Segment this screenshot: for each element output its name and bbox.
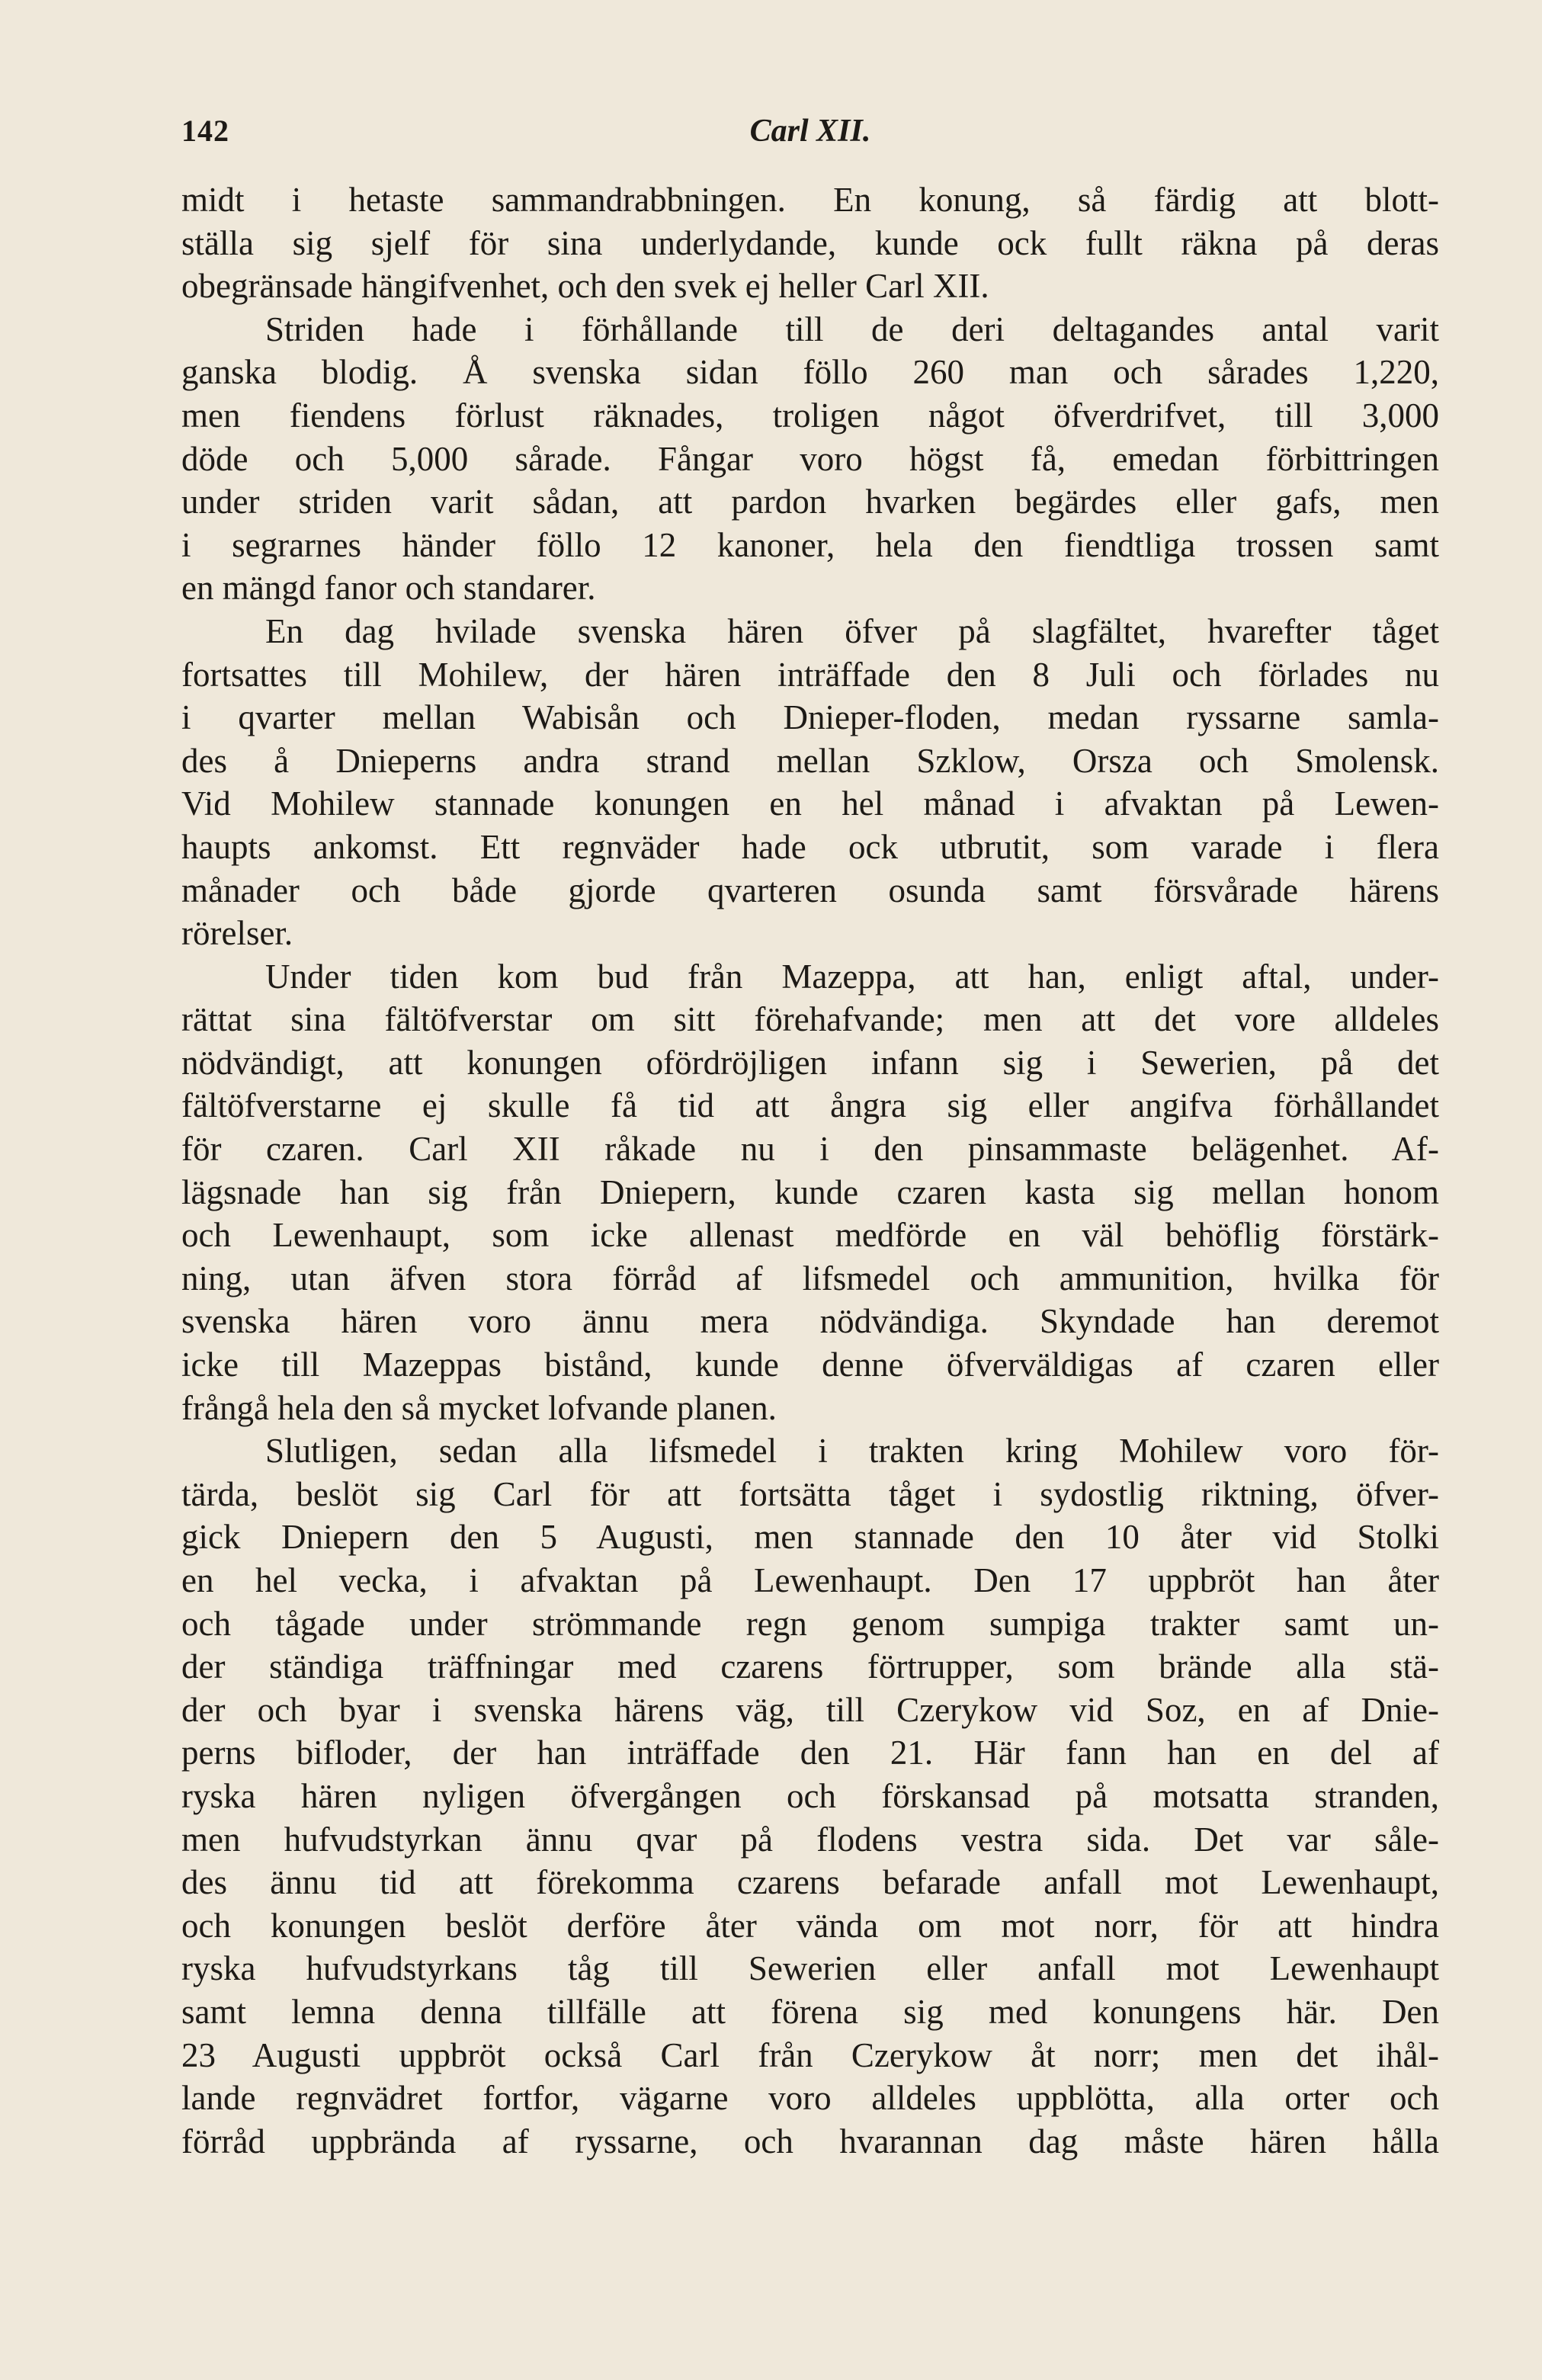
- body-text: [181, 178, 1439, 2163]
- text-line: månader och både gjorde qvarteren osunda samt försvårade härens: [181, 871, 1439, 909]
- text-line: under striden varit sådan, att pardon hvarken begärdes eller gafs, men: [181, 483, 1439, 521]
- text-line: men hufvudstyrkan ännu qvar på flodens vestra sida. Det var såle-: [181, 1820, 1439, 1859]
- text-line: lande regnvädret fortfor, vägarne voro alldeles uppblötta, alla orter och: [181, 2079, 1439, 2118]
- text-line: der ständiga träffningar med czarens förtrupper, som brände alla stä-: [181, 1647, 1439, 1686]
- text-line: samt lemna denna tillfälle att förena sig med konungens här. Den: [181, 1992, 1439, 2031]
- text-line: och tågade under strömmande regn genom sumpiga trakter samt un-: [181, 1604, 1439, 1643]
- text-line: midt i hetaste sammandrabbningen. En konung, så färdig att blott-: [181, 181, 1439, 219]
- text-line: haupts ankomst. Ett regnväder hade ock utbrutit, som varade i flera: [181, 827, 1439, 866]
- text-line: Vid Mohilew stannade konungen en hel månad i afvaktan på Lewen-: [181, 784, 1439, 823]
- text-line: en hel vecka, i afvaktan på Lewenhaupt. Den 17 uppbröt han åter: [181, 1561, 1439, 1599]
- text-line: tärda, beslöt sig Carl för att fortsätta tåget i sydostlig riktning, öfver-: [181, 1474, 1439, 1513]
- text-line: En dag hvilade svenska hären öfver på slagfältet, hvarefter tåget: [265, 611, 1439, 650]
- text-line: ryska hären nyligen öfvergången och förskansad på motsatta stranden,: [181, 1776, 1439, 1815]
- text-line: fältöfverstarne ej skulle få tid att ångra sig eller angifva förhållandet: [181, 1086, 1439, 1125]
- text-line: ning, utan äfven stora förråd af lifsmedel och ammunition, hvilka för: [181, 1259, 1439, 1297]
- text-line: der och byar i svenska härens väg, till Czerykow vid Soz, en af Dnie-: [181, 1690, 1439, 1729]
- text-line: des ännu tid att förekomma czarens befarade anfall mot Lewenhaupt,: [181, 1863, 1439, 1902]
- text-line: och Lewenhaupt, som icke allenast medförde en väl behöflig förstärk-: [181, 1216, 1439, 1255]
- text-line: för czaren. Carl XII råkade nu i den pinsammaste belägenhet. Af-: [181, 1130, 1439, 1169]
- text-line: perns bifloder, der han inträffade den 21. Här fann han en del af: [181, 1734, 1439, 1772]
- text-line: och konungen beslöt derföre åter vända om mot norr, för att hindra: [181, 1906, 1439, 1945]
- page-number: 142: [181, 114, 229, 148]
- text-line: döde och 5,000 sårade. Fångar voro högst få, emedan förbittringen: [181, 439, 1439, 478]
- text-line: icke till Mazeppas bistånd, kunde denne öfverväldigas af czaren eller: [181, 1346, 1439, 1384]
- text-line: obegränsade hängifvenhet, och den svek ej heller Carl XII.: [181, 267, 989, 306]
- running-title: Carl XII.: [749, 114, 871, 149]
- text-line: i qvarter mellan Wabisån och Dnieper-floden, medan ryssarne samla-: [181, 698, 1439, 737]
- text-line: lägsnade han sig från Dniepern, kunde czaren kasta sig mellan honom: [181, 1172, 1439, 1211]
- text-line: Striden hade i förhållande till de deri deltagandes antal varit: [265, 310, 1439, 348]
- text-line: men fiendens förlust räknades, troligen något öfverdrifvet, till 3,000: [181, 396, 1439, 435]
- text-line: 23 Augusti uppbröt också Carl från Czerykow åt norr; men det ihål-: [181, 2035, 1439, 2074]
- text-line: ganska blodig. Å svenska sidan föllo 260 man och sårades 1,220,: [181, 353, 1439, 392]
- text-line: ryska hufvudstyrkans tåg till Sewerien eller anfall mot Lewenhaupt: [181, 1949, 1439, 1988]
- text-line: nödvändigt, att konungen ofördröjligen infann sig i Sewerien, på det: [181, 1043, 1439, 1082]
- text-line: gick Dniepern den 5 Augusti, men stannade den 10 åter vid Stolki: [181, 1518, 1439, 1557]
- text-line: rättat sina fältöfverstar om sitt förehafvande; men att det vore alldeles: [181, 1000, 1439, 1039]
- text-line: Under tiden kom bud från Mazeppa, att han, enligt aftal, under-: [265, 957, 1439, 996]
- text-line: fortsattes till Mohilew, der hären inträffade den 8 Juli och förlades nu: [181, 655, 1439, 694]
- text-line: ställa sig sjelf för sina underlydande, kunde ock fullt räkna på deras: [181, 223, 1439, 262]
- text-line: frångå hela den så mycket lofvande planen.: [181, 1388, 777, 1427]
- text-line: en mängd fanor och standarer.: [181, 569, 596, 608]
- text-line: Slutligen, sedan alla lifsmedel i trakten kring Mohilew voro för-: [265, 1432, 1439, 1471]
- running-head: [181, 113, 1439, 159]
- text-line: svenska hären voro ännu mera nödvändiga. Skyndade han deremot: [181, 1302, 1439, 1341]
- text-line: rörelser.: [181, 914, 293, 953]
- text-line: i segrarnes händer föllo 12 kanoner, hela den fiendtliga trossen samt: [181, 525, 1439, 564]
- text-line: des å Dnieperns andra strand mellan Szklow, Orsza och Smolensk.: [181, 741, 1439, 780]
- text-line: förråd uppbrända af ryssarne, och hvarannan dag måste hären hålla: [181, 2122, 1439, 2160]
